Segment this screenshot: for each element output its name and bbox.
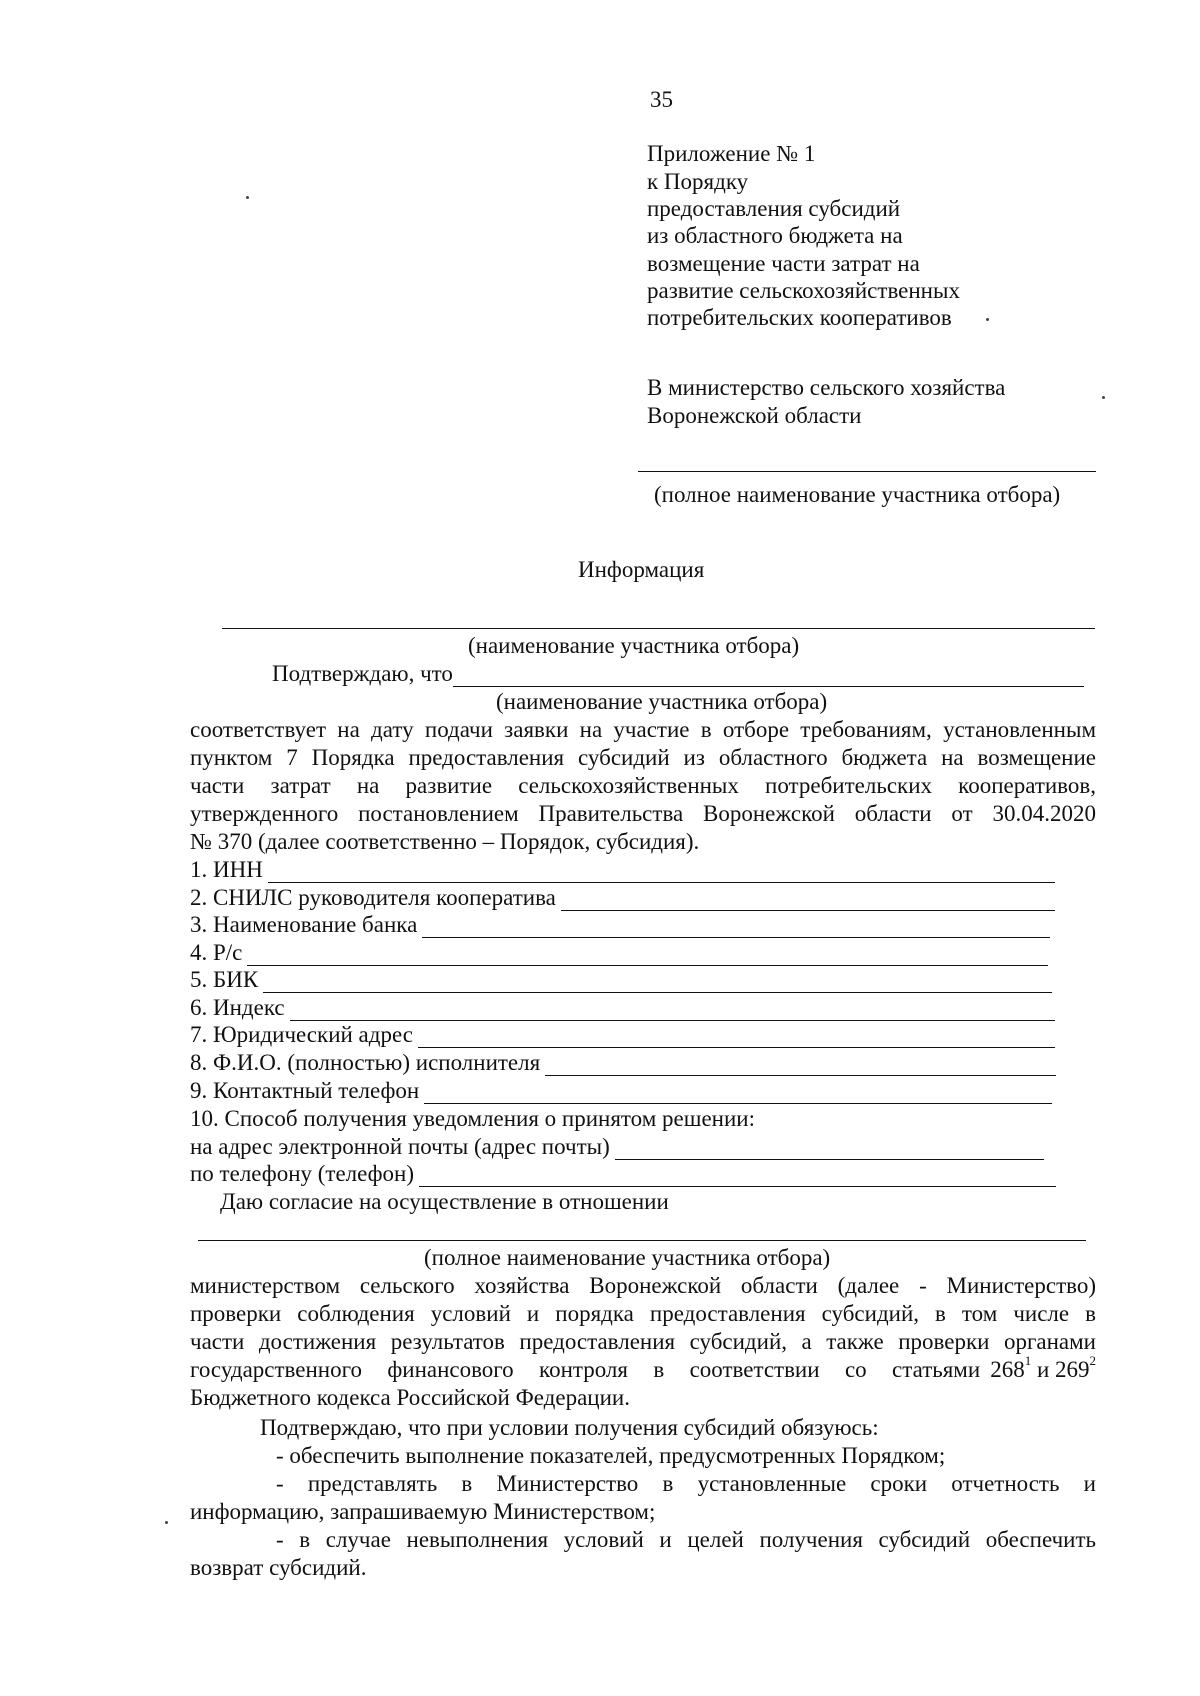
field-line <box>263 972 1052 993</box>
participant-name-caption: (полное наименование участника отбора) <box>654 482 1061 507</box>
field-line <box>424 1083 1052 1104</box>
paragraph-line: соответствует на дату подачи заявки на участие в отборе требованиям, установленным <box>190 717 1096 742</box>
appendix-line: предоставления субсидий <box>647 196 901 221</box>
obligation-item: возврат субсидий. <box>190 1555 367 1580</box>
field-line <box>290 1000 1055 1021</box>
paragraph-line: проверки соблюдения условий и порядка предоставления субсидий, в том числе в <box>190 1301 1096 1326</box>
field-line <box>615 1139 1044 1160</box>
paragraph-line: части затрат на развитие сельскохозяйственных потребительских кооперативов, <box>190 773 1096 798</box>
field-line <box>561 890 1055 911</box>
bik-field[interactable] <box>190 966 1052 993</box>
paragraph-line: Бюджетного кодекса Российской Федерации. <box>190 1385 630 1410</box>
line-text: государственного финансового контроля в соответствии со статьями <box>190 1357 981 1382</box>
scan-speck <box>986 318 989 321</box>
appendix-line: к Порядку <box>647 169 749 194</box>
consent-lead: Даю согласие на осуществление в отношении <box>220 1189 669 1214</box>
document-title: Информация <box>578 557 705 582</box>
participant-name-line <box>198 1240 1086 1241</box>
paragraph-line: части достижения результатов предоставления субсидий, а также проверки органами <box>190 1329 1096 1354</box>
appendix-line: из областного бюджета на <box>647 223 903 248</box>
field-label: 7. Юридический адрес <box>190 1022 413 1047</box>
legal-address-field[interactable] <box>190 1021 1055 1048</box>
contact-phone-field[interactable] <box>190 1077 1052 1104</box>
confirm-label: Подтверждаю, что <box>272 661 453 686</box>
field-label: 9. Контактный телефон <box>190 1078 420 1103</box>
appendix-line: развитие сельскохозяйственных <box>647 278 960 303</box>
addressee-line: В министерство сельского хозяйства <box>647 375 1006 400</box>
addressee-line: Воронежской области <box>647 403 862 428</box>
field-label: 8. Ф.И.О. (полностью) исполнителя <box>190 1050 541 1075</box>
field-label: 4. Р/с <box>190 940 243 965</box>
paragraph-line <box>190 1353 1096 1383</box>
participant-name-line <box>453 666 1084 687</box>
scan-speck <box>165 1521 168 1524</box>
participant-name-caption: (наименование участника отбора) <box>496 689 828 714</box>
field-label: 5. БИК <box>190 967 259 992</box>
bank-name-field[interactable] <box>190 911 1050 938</box>
account-field[interactable] <box>190 939 1048 966</box>
field-label: 1. ИНН <box>190 857 263 882</box>
paragraph-line: № 370 (далее соответственно – Порядок, субсидия). <box>190 829 700 854</box>
field-label: на адрес электронной почты (адрес почты) <box>190 1134 610 1159</box>
notification-email-field[interactable] <box>190 1133 1044 1160</box>
snils-field[interactable] <box>190 884 1055 911</box>
confirm-field <box>272 660 1084 687</box>
field-line <box>419 1166 1056 1187</box>
obligation-item: информацию, запрашиваемую Министерством; <box>190 1499 656 1524</box>
field-line <box>422 917 1050 938</box>
participant-name-caption: (наименование участника отбора) <box>468 633 800 658</box>
field-label: 2. СНИЛС руководителя кооператива <box>190 885 556 910</box>
obligations-lead: Подтверждаю, что при условии получения субсидий обязуюсь: <box>260 1415 879 1440</box>
field-line <box>268 862 1055 883</box>
paragraph-line: министерством сельского хозяйства Воронежской области (далее - Министерство) <box>190 1273 1096 1298</box>
postal-index-field[interactable] <box>190 994 1055 1021</box>
obligation-item: - обеспечить выполнение показателей, предусмотренных Порядком; <box>276 1443 946 1468</box>
obligation-item: - в случае невыполнения условий и целей получения субсидий обеспечить <box>276 1527 1096 1552</box>
paragraph-line: утвержденного постановлением Правительства Воронежской области от 30.04.2020 <box>190 801 1096 826</box>
obligation-item: - представлять в Министерство в установленные сроки отчетность и <box>276 1471 1096 1496</box>
participant-name-line <box>222 628 1095 629</box>
page-number: 35 <box>650 87 673 112</box>
notification-phone-field[interactable] <box>190 1160 1056 1187</box>
scan-speck <box>246 196 249 199</box>
field-label: 6. Индекс <box>190 995 285 1020</box>
field-line <box>545 1055 1056 1076</box>
participant-name-line <box>638 471 1096 472</box>
inn-field[interactable] <box>190 856 1055 883</box>
executor-name-field[interactable] <box>190 1049 1056 1076</box>
field-line <box>418 1027 1055 1048</box>
appendix-line: Приложение № 1 <box>647 141 816 166</box>
field-line <box>247 945 1048 966</box>
participant-name-caption: (полное наименование участника отбора) <box>424 1245 831 1270</box>
paragraph-line: пунктом 7 Порядка предоставления субсидий из областного бюджета на возмещение <box>190 745 1096 770</box>
field-label: 3. Наименование банка <box>190 912 418 937</box>
notification-heading: 10. Способ получения уведомления о принятом решении: <box>190 1106 755 1131</box>
field-label: по телефону (телефон) <box>190 1161 415 1186</box>
appendix-line: возмещение части затрат на <box>647 251 920 276</box>
article-reference: $268^1$ и $269^2$ <box>990 1353 1096 1382</box>
appendix-line: потребительских кооперативов <box>647 305 952 330</box>
scan-speck <box>1102 396 1105 399</box>
